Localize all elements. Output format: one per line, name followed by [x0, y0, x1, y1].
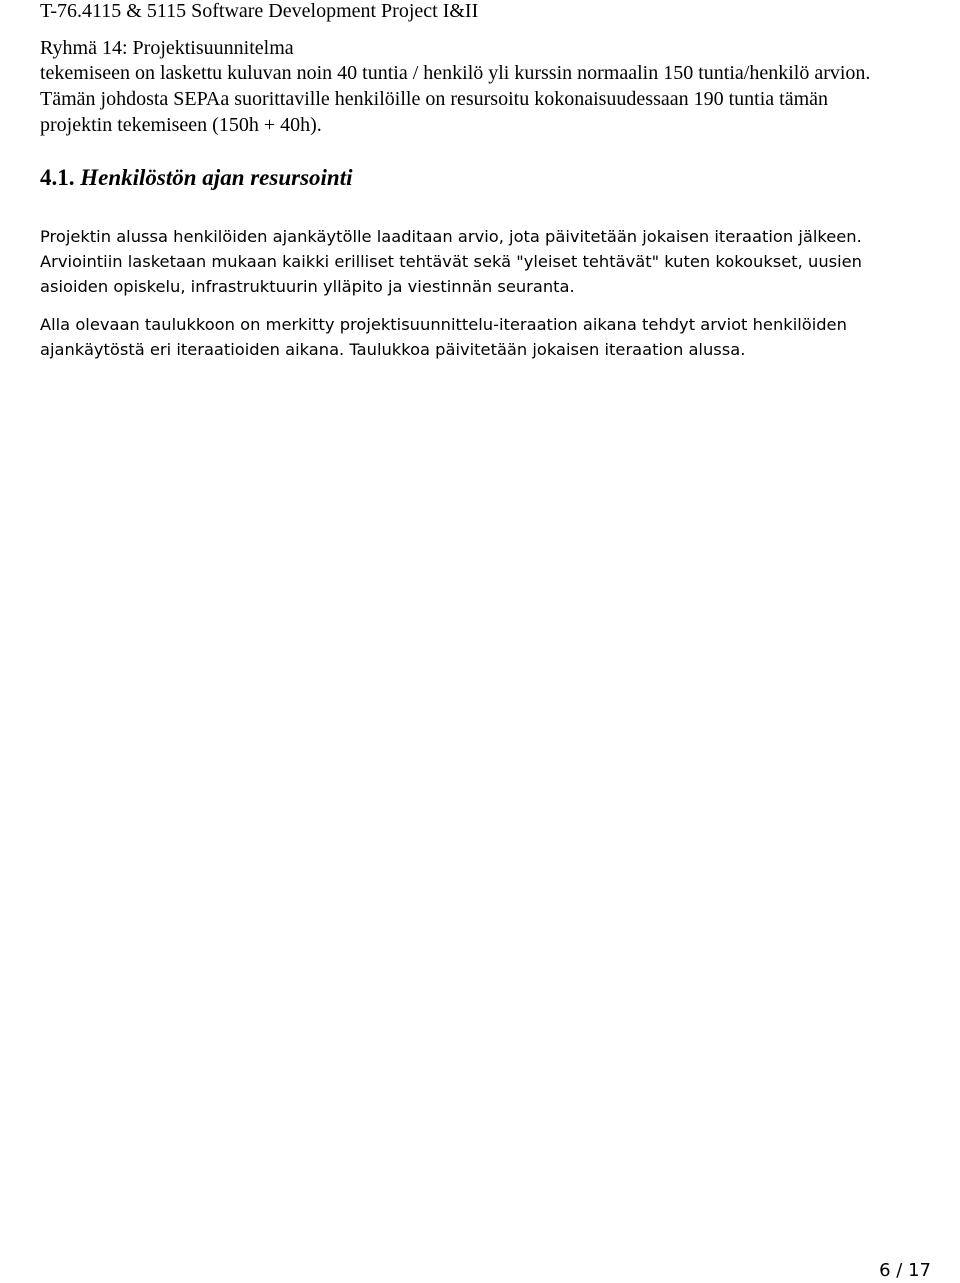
paragraph-line: Alla olevaan taulukkoon on merkitty projektisuunnittelu-iteraation aikana tehdyt arviot henkilöiden — [40, 315, 847, 334]
page-header: T-76.4115 & 5115 Software Development Project I&II — [40, 0, 479, 22]
paragraph-line: Arviointiin lasketaan mukaan kaikki erilliset tehtävät sekä "yleiset tehtävät" kuten kokoukset, uusien — [40, 252, 862, 271]
body-paragraph — [40, 312, 847, 362]
intro-line: tekemiseen on laskettu kuluvan noin 40 tuntia / henkilö yli kurssin normaalin 150 tuntia/henkilö arvion. — [40, 62, 871, 84]
intro-line: projektin tekemiseen (150h + 40h). — [40, 114, 322, 136]
paragraph-line: Projektin alussa henkilöiden ajankäytölle laaditaan arvio, jota päivitetään jokaisen iteraation jälkeen. — [40, 227, 862, 246]
paragraph-line: ajankäytöstä eri iteraatioiden aikana. Taulukkoa päivitetään jokaisen iteraation alussa. — [40, 340, 746, 359]
body-paragraph — [40, 224, 862, 299]
section-number: 4.1. — [40, 165, 75, 190]
paragraph-line: asioiden opiskelu, infrastruktuurin ylläpito ja viestinnän seuranta. — [40, 277, 575, 296]
intro-line: Tämän johdosta SEPAa suorittaville henkilöille on resursoitu kokonaisuudessaan 190 tuntia tämän — [40, 88, 829, 110]
intro-paragraph — [40, 60, 870, 138]
document-title: Ryhmä 14: Projektisuunnitelma — [40, 37, 294, 59]
section-heading — [40, 163, 353, 193]
section-title: Henkilöstön ajan resursointi — [80, 165, 353, 190]
page-number: 6 / 17 — [879, 1260, 931, 1281]
